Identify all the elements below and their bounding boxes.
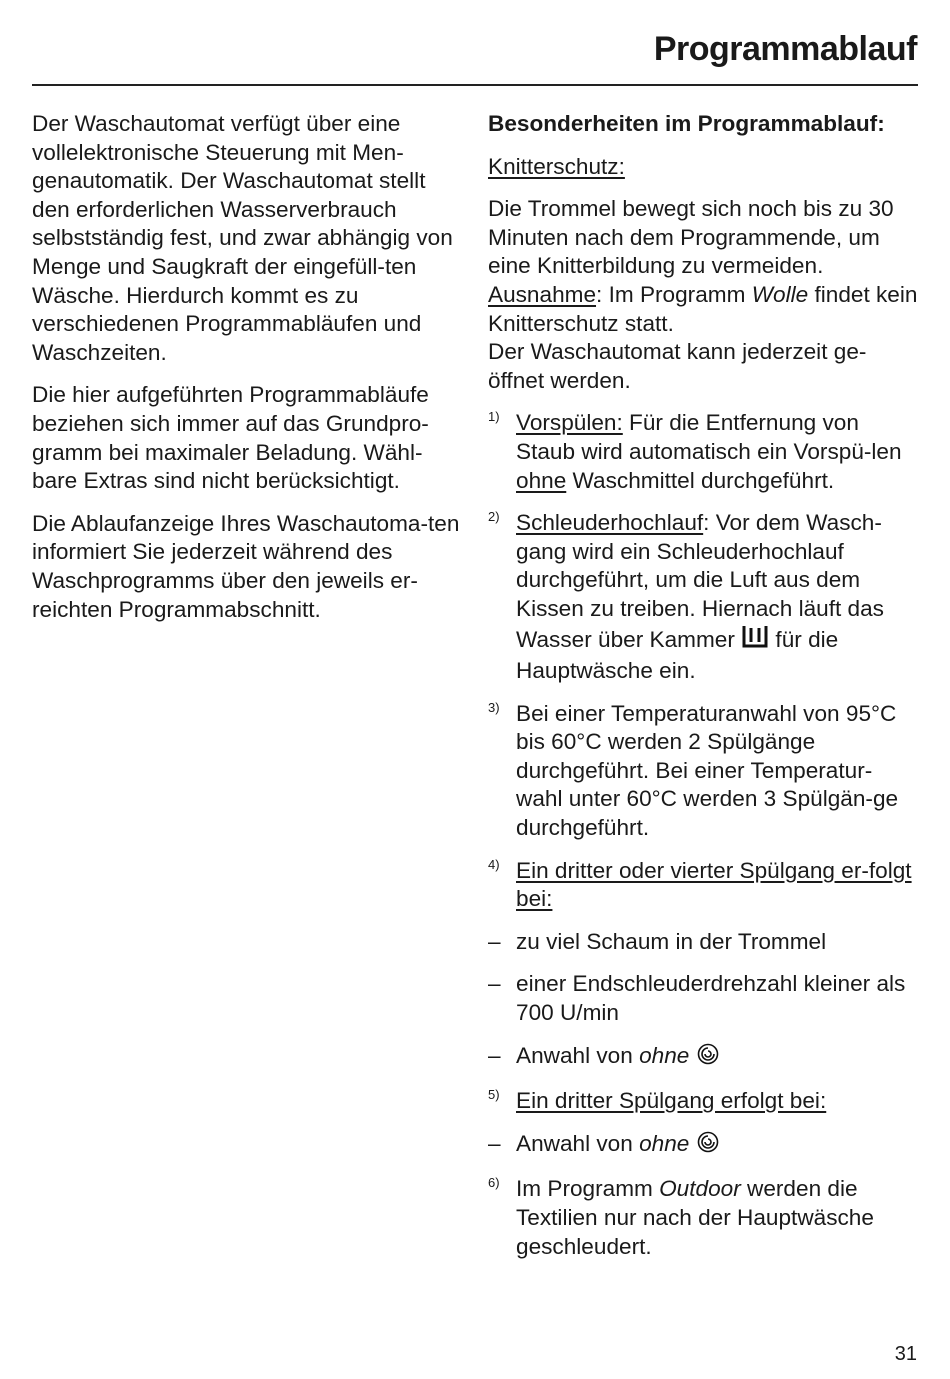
footnote-mark: 1) — [488, 409, 500, 425]
footnote-1: 1) Vorspülen: Für die Entfernung von Staub wird automatisch ein Vorspü-len ohne Waschmittel durchgeführt. — [488, 409, 918, 495]
page-title: Programmablauf — [653, 30, 917, 68]
spin-icon — [696, 1130, 720, 1162]
dash-item: – zu viel Schaum in der Trommel — [488, 928, 827, 954]
header-rule — [32, 84, 918, 86]
left-column — [32, 110, 462, 638]
footnote-mark: 3) — [488, 699, 500, 715]
ausnahme-label: Ausnahme — [488, 281, 597, 307]
section-heading: Besonderheiten im Programmablauf: — [488, 111, 885, 136]
footnote-mark: 2) — [488, 509, 500, 525]
open-text: Der Waschautomat kann jederzeit ge-öffnet werden. — [488, 339, 867, 393]
knitterschutz-label: Knitterschutz: — [488, 153, 625, 179]
display-paragraph: Die Ablaufanzeige Ihres Waschautoma-ten informiert Sie jederzeit während des Waschprogramms über den jeweils er-reichten Programmabschnitt. — [32, 510, 460, 622]
footnote-5: 5) Ein dritter Spülgang erfolgt bei: — [488, 1087, 918, 1116]
dash-item: – Anwahl von ohne — [488, 1042, 918, 1074]
footnote-2: 2) Schleuderhochlauf: Vor dem Wasch-gang wird ein Schleuderhochlauf durchgeführt, um die Luft aus dem Kissen zu treiben. Hiernach läuft das Wasser über Kammer für die Hauptwäsche ein. — [488, 509, 918, 686]
footnote-mark: 5) — [488, 1087, 500, 1103]
footnote-mark: 6) — [488, 1175, 500, 1191]
dash-item: – einer Endschleuderdrehzahl kleiner als 700 U/min — [488, 971, 906, 1026]
page-number: 31 — [894, 1343, 917, 1365]
program-wolle: Wolle — [751, 281, 809, 307]
knitterschutz-text: Die Trommel bewegt sich noch bis zu 30 Minuten nach dem Programmende, um eine Knitterbildung zu vermeiden. Ausnahme: Im Programm Wolle findet kein Knitterschutz statt. — [488, 196, 918, 336]
spin-icon — [696, 1042, 720, 1074]
footnote-6: 6) Im Programm Outdoor werden die Textilien nur nach der Hauptwäsche geschleudert. — [488, 1175, 918, 1261]
right-column — [488, 110, 918, 1275]
intro-paragraph: Der Waschautomat verfügt über eine vollelektronische Steuerung mit Men-genautomatik. Der Waschautomat stellt den erforderlichen Wasserverbrauch selbstständig fest, und zwar abhängig von Menge und Saugkraft der eingefüll-ten Wäsche. Hierdurch kommt es zu verschiedenen Programmabläufen und Waschzeiten. — [32, 111, 453, 365]
footnote-3: 3) Bei einer Temperaturanwahl von 95°C bis 60°C werden 2 Spülgänge durchgeführt. Bei einer Temperatur-wahl unter 60°C werden 3 Spülgän-ge durchgeführt. — [488, 700, 918, 843]
program-outdoor: Outdoor — [659, 1176, 741, 1202]
footnote-4: 4) Ein dritter oder vierter Spülgang er-folgt bei: — [488, 857, 918, 914]
main-wash-compartment-icon — [741, 624, 769, 658]
footnote-mark: 4) — [488, 856, 500, 872]
programs-paragraph: Die hier aufgeführten Programmabläufe beziehen sich immer auf das Grundpro-gramm bei maximaler Beladung. Wähl-bare Extras sind nicht berücksichtigt. — [32, 382, 429, 494]
dash-item: – Anwahl von ohne — [488, 1130, 918, 1162]
